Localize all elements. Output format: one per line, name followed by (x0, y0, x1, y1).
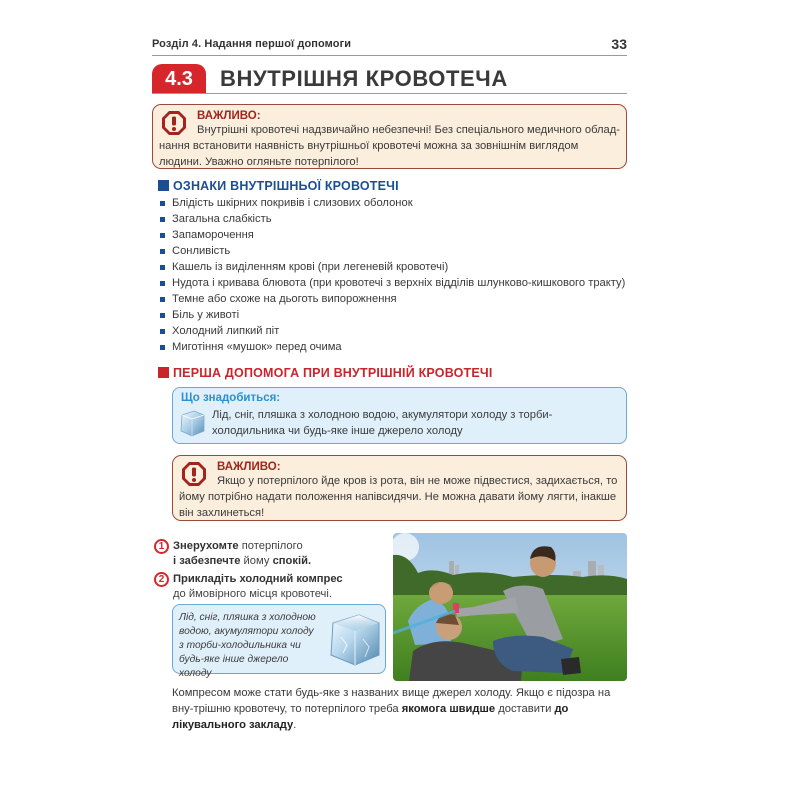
warning-label: ВАЖЛИВО: (217, 461, 281, 473)
running-head (152, 36, 627, 56)
bottom-paragraph (172, 685, 627, 733)
step-end: . (307, 555, 312, 567)
paragraph-bold: до лікувального закладу (172, 703, 569, 731)
list-item (160, 259, 625, 275)
cold-source-tip-box (172, 604, 386, 679)
list-item-text: Сонливість (172, 245, 231, 257)
running-title: Розділ 4. Надання першої допомоги (152, 38, 352, 50)
bullet-icon (160, 201, 165, 206)
list-item-text: Кашель із виділенням крові (при легеневій кровотечі) (172, 261, 449, 273)
ice-cube-icon (327, 611, 383, 669)
needs-box (172, 387, 627, 444)
bullet-icon (160, 345, 165, 350)
list-item (160, 291, 625, 307)
step-number-badge: 2 (154, 572, 169, 587)
list-item-text: Нудота і кривава блювота (при кровотечі з верхніх відділів шлунково-кишкового тракту) (172, 277, 626, 289)
step-text (173, 572, 393, 602)
warning-text: Внутрішні кровотечі надзвичайно небезпечні! Без спеціального медичного облад-нання встановити наявність внутрішньої кровотечі можна за зовнішнім виглядом людини. Уважно огляньте потерпілого! (159, 124, 620, 168)
bullet-icon (160, 249, 165, 254)
step-bold: Знерухомте (173, 540, 239, 552)
list-item (160, 323, 625, 339)
warning-box (172, 455, 627, 521)
bullet-icon (160, 313, 165, 318)
step-bold: спокій (272, 555, 308, 567)
step-bold: і забезпечте (173, 555, 241, 567)
bullet-icon (160, 233, 165, 238)
first-aid-heading-text: ПЕРША ДОПОМОГА ПРИ ВНУТРІШНІЙ КРОВОТЕЧІ (173, 366, 493, 380)
warning-box (152, 104, 627, 169)
paragraph-text: . (293, 719, 297, 731)
step-bold: Прикладіть холодний компрес (173, 573, 343, 585)
first-aid-heading (158, 366, 493, 380)
needs-label: Що знадобиться: (181, 392, 281, 404)
signs-heading (158, 179, 399, 193)
list-item (160, 339, 625, 355)
bullet-icon (160, 265, 165, 270)
signs-list (160, 195, 625, 355)
paragraph-bold: якомога швидше (401, 703, 496, 715)
square-marker-icon (158, 180, 169, 191)
list-item (160, 195, 625, 211)
list-item-text: Темне або схоже на дьоготь випорожнення (172, 293, 397, 305)
list-item-text: Миготіння «мушок» перед очима (172, 341, 342, 353)
list-item-text: Біль у животі (172, 309, 240, 321)
step-normal: до ймовірного місця кровотечі. (173, 588, 332, 600)
square-marker-icon (158, 367, 169, 378)
step-number-badge: 1 (154, 539, 169, 554)
list-item (160, 211, 625, 227)
step-normal: йому (240, 555, 273, 567)
needs-text: Лід, сніг, пляшка з холодною водою, акумулятори холоду з торби-холодильника чи будь-яке інше джерело холоду (212, 409, 553, 437)
warning-text: Якщо у потерпілого йде кров із рота, він не може підвестися, задихається, то йому потрібно надати положення напівсидячи. Не можна давати йому лягти, інакше він захлинеться! (179, 475, 618, 519)
list-item (160, 275, 625, 291)
section-header (152, 64, 627, 94)
paragraph-text: Компресом може стати будь-яке з названих вище джерел холоду. Якщо є підозра на вну-трішню кровотечу, то потерпілого треба (172, 687, 611, 715)
ice-cube-icon (179, 409, 206, 437)
bullet-icon (160, 329, 165, 334)
tip-text: Лід, сніг, пляшка з холодною водою, акумулятори холоду з торби-холодильника чи будь-яке інше джерело холоду (179, 612, 316, 679)
signs-heading-text: ОЗНАКИ ВНУТРІШНЬОЇ КРОВОТЕЧІ (173, 179, 399, 193)
list-item-text: Загальна слабкість (172, 213, 272, 225)
bullet-icon (160, 297, 165, 302)
section-title: ВНУТРІШНЯ КРОВОТЕЧА (220, 66, 508, 91)
list-item-text: Запаморочення (172, 229, 254, 241)
page-number: 33 (611, 36, 627, 52)
list-item (160, 227, 625, 243)
list-item (160, 243, 625, 259)
step-text (173, 539, 393, 569)
first-aid-photo (393, 533, 627, 681)
list-item-text: Блідість шкірних покривів і слизових оболонок (172, 197, 413, 209)
bullet-icon (160, 281, 165, 286)
step-normal: потерпілого (238, 540, 303, 552)
bullet-icon (160, 217, 165, 222)
list-item-text: Холодний липкий піт (172, 325, 280, 337)
list-item (160, 307, 625, 323)
section-number: 4.3 (152, 64, 206, 93)
warning-label: ВАЖЛИВО: (197, 110, 261, 122)
paragraph-text: доставити (495, 703, 555, 715)
